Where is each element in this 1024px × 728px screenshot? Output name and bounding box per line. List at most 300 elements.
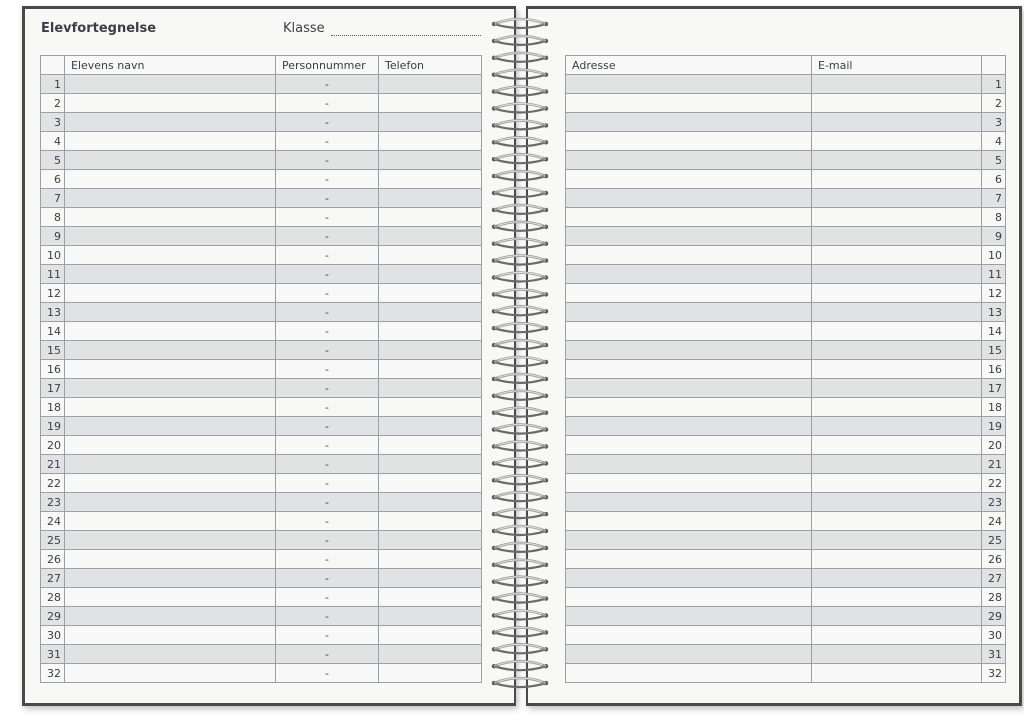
adresse-cell[interactable] <box>566 607 812 626</box>
row-number: 1 <box>982 75 1006 94</box>
table-row <box>566 303 1006 322</box>
row-number: 18 <box>41 398 65 417</box>
row-number: 7 <box>982 189 1006 208</box>
row-number: 20 <box>41 436 65 455</box>
name-cell[interactable] <box>65 303 276 322</box>
name-cell[interactable] <box>65 645 276 664</box>
spiral-coil <box>492 323 548 332</box>
table-row <box>566 417 1006 436</box>
row-number: 9 <box>41 227 65 246</box>
personnummer-cell[interactable]: - <box>276 645 379 664</box>
email-cell[interactable] <box>812 227 982 246</box>
row-number: 11 <box>41 265 65 284</box>
table-row <box>41 550 482 569</box>
personnummer-cell[interactable]: - <box>276 607 379 626</box>
telefon-cell[interactable] <box>379 303 482 322</box>
row-number: 11 <box>982 265 1006 284</box>
name-column-header: Elevens navn <box>65 56 276 75</box>
email-cell[interactable] <box>812 493 982 512</box>
email-cell[interactable] <box>812 208 982 227</box>
adresse-cell[interactable] <box>566 398 812 417</box>
adresse-cell[interactable] <box>566 132 812 151</box>
adresse-cell[interactable] <box>566 227 812 246</box>
row-number: 19 <box>982 417 1006 436</box>
personnummer-cell[interactable]: - <box>276 208 379 227</box>
row-number: 14 <box>41 322 65 341</box>
personnummer-cell[interactable]: - <box>276 398 379 417</box>
spiral-coil <box>492 256 548 265</box>
name-cell[interactable] <box>65 75 276 94</box>
row-number: 14 <box>982 322 1006 341</box>
table-row <box>566 265 1006 284</box>
telefon-cell[interactable] <box>379 208 482 227</box>
table-row <box>41 379 482 398</box>
adresse-cell[interactable] <box>566 455 812 474</box>
telefon-cell[interactable] <box>379 151 482 170</box>
left-page <box>22 6 516 706</box>
name-cell[interactable] <box>65 341 276 360</box>
email-cell[interactable] <box>812 189 982 208</box>
student-table-left <box>40 55 482 683</box>
spiral-coil <box>492 442 548 451</box>
table-row <box>566 360 1006 379</box>
telefon-cell[interactable] <box>379 664 482 683</box>
row-number: 3 <box>41 113 65 132</box>
name-cell[interactable] <box>65 512 276 531</box>
row-number: 2 <box>41 94 65 113</box>
adresse-cell[interactable] <box>566 531 812 550</box>
row-number: 16 <box>41 360 65 379</box>
email-cell[interactable] <box>812 607 982 626</box>
name-cell[interactable] <box>65 379 276 398</box>
table-row <box>566 208 1006 227</box>
adresse-cell[interactable] <box>566 436 812 455</box>
spiral-coil <box>492 53 548 62</box>
spiral-coil <box>492 306 548 315</box>
personnummer-cell[interactable]: - <box>276 474 379 493</box>
personnummer-cell[interactable]: - <box>276 664 379 683</box>
adresse-cell[interactable] <box>566 512 812 531</box>
name-cell[interactable] <box>65 360 276 379</box>
row-number: 8 <box>41 208 65 227</box>
row-number: 32 <box>41 664 65 683</box>
table-row <box>41 303 482 322</box>
telefon-column-header: Telefon <box>379 56 482 75</box>
telefon-cell[interactable] <box>379 227 482 246</box>
row-number: 25 <box>41 531 65 550</box>
spiral-coil <box>492 475 548 484</box>
spiral-coil <box>492 560 548 569</box>
email-cell[interactable] <box>812 284 982 303</box>
email-cell[interactable] <box>812 360 982 379</box>
email-cell[interactable] <box>812 626 982 645</box>
table-row <box>566 379 1006 398</box>
adresse-cell[interactable] <box>566 379 812 398</box>
name-cell[interactable] <box>65 588 276 607</box>
name-cell[interactable] <box>65 132 276 151</box>
adresse-cell[interactable] <box>566 569 812 588</box>
name-cell[interactable] <box>65 227 276 246</box>
table-row <box>41 227 482 246</box>
row-number: 29 <box>982 607 1006 626</box>
row-number: 6 <box>41 170 65 189</box>
row-number: 6 <box>982 170 1006 189</box>
spiral-coil <box>492 425 548 434</box>
table-row <box>41 170 482 189</box>
telefon-cell[interactable] <box>379 94 482 113</box>
spiral-coil <box>492 357 548 366</box>
email-cell[interactable] <box>812 645 982 664</box>
name-cell[interactable] <box>65 113 276 132</box>
adresse-cell[interactable] <box>566 341 812 360</box>
adresse-cell[interactable] <box>566 588 812 607</box>
personnummer-cell[interactable]: - <box>276 170 379 189</box>
table-row <box>566 341 1006 360</box>
email-cell[interactable] <box>812 588 982 607</box>
row-number: 21 <box>41 455 65 474</box>
spiral-coil <box>492 289 548 298</box>
right-page <box>526 6 1022 706</box>
adresse-cell[interactable] <box>566 113 812 132</box>
telefon-cell[interactable] <box>379 607 482 626</box>
table-row <box>566 170 1006 189</box>
adresse-cell[interactable] <box>566 284 812 303</box>
email-cell[interactable] <box>812 75 982 94</box>
name-cell[interactable] <box>65 493 276 512</box>
adresse-cell[interactable] <box>566 645 812 664</box>
email-cell[interactable] <box>812 322 982 341</box>
name-cell[interactable] <box>65 569 276 588</box>
spiral-coil <box>492 120 548 129</box>
adresse-cell[interactable] <box>566 246 812 265</box>
adresse-cell[interactable] <box>566 75 812 94</box>
telefon-cell[interactable] <box>379 436 482 455</box>
spiral-coil <box>492 678 548 687</box>
email-cell[interactable] <box>812 379 982 398</box>
telefon-cell[interactable] <box>379 512 482 531</box>
spiral-coil <box>492 458 548 467</box>
table-row <box>566 455 1006 474</box>
table-row <box>41 113 482 132</box>
personnummer-cell[interactable]: - <box>276 493 379 512</box>
table-row <box>566 94 1006 113</box>
telefon-cell[interactable] <box>379 417 482 436</box>
personnummer-cell[interactable]: - <box>276 379 379 398</box>
personnummer-cell[interactable]: - <box>276 550 379 569</box>
email-cell[interactable] <box>812 455 982 474</box>
number-column-header <box>41 56 65 75</box>
name-cell[interactable] <box>65 436 276 455</box>
table-row <box>566 664 1006 683</box>
email-cell[interactable] <box>812 265 982 284</box>
table-row <box>41 398 482 417</box>
row-number: 27 <box>41 569 65 588</box>
adresse-cell[interactable] <box>566 170 812 189</box>
personnummer-cell[interactable]: - <box>276 246 379 265</box>
row-number: 20 <box>982 436 1006 455</box>
spiral-coil <box>492 188 548 197</box>
spiral-coil <box>492 543 548 552</box>
email-cell[interactable] <box>812 531 982 550</box>
personnummer-cell[interactable]: - <box>276 94 379 113</box>
name-cell[interactable] <box>65 284 276 303</box>
name-cell[interactable] <box>65 664 276 683</box>
table-row <box>41 417 482 436</box>
adresse-cell[interactable] <box>566 208 812 227</box>
name-cell[interactable] <box>65 322 276 341</box>
personnummer-cell[interactable]: - <box>276 303 379 322</box>
personnummer-cell[interactable]: - <box>276 436 379 455</box>
row-number: 24 <box>982 512 1006 531</box>
adresse-cell[interactable] <box>566 322 812 341</box>
table-row <box>566 493 1006 512</box>
row-number: 13 <box>41 303 65 322</box>
table-row <box>566 550 1006 569</box>
personnummer-cell[interactable]: - <box>276 512 379 531</box>
name-cell[interactable] <box>65 246 276 265</box>
row-number: 28 <box>982 588 1006 607</box>
adresse-cell[interactable] <box>566 550 812 569</box>
row-number: 15 <box>41 341 65 360</box>
row-number: 12 <box>982 284 1006 303</box>
table-row <box>566 512 1006 531</box>
name-cell[interactable] <box>65 474 276 493</box>
personnummer-cell[interactable]: - <box>276 113 379 132</box>
table-row <box>41 607 482 626</box>
telefon-cell[interactable] <box>379 531 482 550</box>
spiral-coil <box>492 509 548 518</box>
spiral-coil <box>492 36 548 45</box>
telefon-cell[interactable] <box>379 569 482 588</box>
row-number: 16 <box>982 360 1006 379</box>
telefon-cell[interactable] <box>379 189 482 208</box>
adresse-cell[interactable] <box>566 493 812 512</box>
name-cell[interactable] <box>65 398 276 417</box>
adresse-column-header: Adresse <box>566 56 812 75</box>
spiral-coil <box>492 239 548 248</box>
personnummer-cell[interactable]: - <box>276 360 379 379</box>
name-cell[interactable] <box>65 417 276 436</box>
row-number: 26 <box>982 550 1006 569</box>
spiral-coil <box>492 374 548 383</box>
adresse-cell[interactable] <box>566 189 812 208</box>
page-title: Elevfortegnelse <box>41 21 157 36</box>
table-row <box>566 75 1006 94</box>
adresse-cell[interactable] <box>566 626 812 645</box>
personnummer-cell[interactable]: - <box>276 531 379 550</box>
table-row <box>41 94 482 113</box>
row-number: 4 <box>41 132 65 151</box>
telefon-cell[interactable] <box>379 132 482 151</box>
name-cell[interactable] <box>65 208 276 227</box>
name-cell[interactable] <box>65 531 276 550</box>
row-number: 22 <box>41 474 65 493</box>
row-number: 10 <box>41 246 65 265</box>
email-cell[interactable] <box>812 303 982 322</box>
email-cell[interactable] <box>812 569 982 588</box>
table-row <box>41 75 482 94</box>
personnummer-cell[interactable]: - <box>276 626 379 645</box>
spiral-coil <box>492 492 548 501</box>
telefon-cell[interactable] <box>379 493 482 512</box>
email-cell[interactable] <box>812 94 982 113</box>
adresse-cell[interactable] <box>566 664 812 683</box>
email-cell[interactable] <box>812 113 982 132</box>
personnummer-cell[interactable]: - <box>276 417 379 436</box>
telefon-cell[interactable] <box>379 626 482 645</box>
telefon-cell[interactable] <box>379 398 482 417</box>
spiral-binding <box>488 8 554 708</box>
name-cell[interactable] <box>65 626 276 645</box>
email-cell[interactable] <box>812 132 982 151</box>
row-number: 17 <box>982 379 1006 398</box>
row-number: 21 <box>982 455 1006 474</box>
row-number: 10 <box>982 246 1006 265</box>
telefon-cell[interactable] <box>379 645 482 664</box>
email-cell[interactable] <box>812 341 982 360</box>
table-row <box>566 227 1006 246</box>
email-cell[interactable] <box>812 417 982 436</box>
adresse-cell[interactable] <box>566 417 812 436</box>
telefon-cell[interactable] <box>379 341 482 360</box>
name-cell[interactable] <box>65 607 276 626</box>
spiral-coil <box>492 661 548 670</box>
telefon-cell[interactable] <box>379 113 482 132</box>
name-cell[interactable] <box>65 455 276 474</box>
table-row <box>566 151 1006 170</box>
spiral-coil <box>492 627 548 636</box>
table-row <box>566 588 1006 607</box>
table-row <box>566 113 1006 132</box>
row-number: 22 <box>982 474 1006 493</box>
email-cell[interactable] <box>812 436 982 455</box>
klasse-field[interactable] <box>331 35 481 36</box>
table-row <box>566 474 1006 493</box>
personnummer-cell[interactable]: - <box>276 132 379 151</box>
email-cell[interactable] <box>812 550 982 569</box>
email-cell[interactable] <box>812 170 982 189</box>
spiral-coil <box>492 222 548 231</box>
adresse-cell[interactable] <box>566 265 812 284</box>
table-row <box>41 588 482 607</box>
spiral-coil <box>492 104 548 113</box>
name-cell[interactable] <box>65 170 276 189</box>
telefon-cell[interactable] <box>379 455 482 474</box>
spiral-coil <box>492 205 548 214</box>
email-cell[interactable] <box>812 474 982 493</box>
name-cell[interactable] <box>65 151 276 170</box>
table-row <box>566 284 1006 303</box>
telefon-cell[interactable] <box>379 379 482 398</box>
table-row <box>41 360 482 379</box>
table-row <box>566 569 1006 588</box>
student-table-right <box>565 55 1006 683</box>
personnummer-cell[interactable]: - <box>276 322 379 341</box>
row-number: 9 <box>982 227 1006 246</box>
spiral-coil <box>492 19 548 28</box>
personnummer-cell[interactable]: - <box>276 151 379 170</box>
personnummer-cell[interactable]: - <box>276 455 379 474</box>
telefon-cell[interactable] <box>379 588 482 607</box>
row-number: 5 <box>41 151 65 170</box>
email-column-header: E-mail <box>812 56 982 75</box>
table-row <box>41 246 482 265</box>
telefon-cell[interactable] <box>379 246 482 265</box>
telefon-cell[interactable] <box>379 75 482 94</box>
row-number: 26 <box>41 550 65 569</box>
email-cell[interactable] <box>812 664 982 683</box>
personnummer-cell[interactable]: - <box>276 189 379 208</box>
personnummer-cell[interactable]: - <box>276 227 379 246</box>
adresse-cell[interactable] <box>566 360 812 379</box>
table-row <box>41 531 482 550</box>
name-cell[interactable] <box>65 189 276 208</box>
spiral-coil <box>492 611 548 620</box>
table-row <box>41 493 482 512</box>
adresse-cell[interactable] <box>566 94 812 113</box>
row-number: 19 <box>41 417 65 436</box>
klasse-label: Klasse <box>283 21 325 36</box>
table-row <box>41 208 482 227</box>
telefon-cell[interactable] <box>379 265 482 284</box>
telefon-cell[interactable] <box>379 284 482 303</box>
row-number: 17 <box>41 379 65 398</box>
row-number: 15 <box>982 341 1006 360</box>
telefon-cell[interactable] <box>379 360 482 379</box>
table-row <box>41 455 482 474</box>
name-cell[interactable] <box>65 265 276 284</box>
personnummer-cell[interactable]: - <box>276 588 379 607</box>
row-number: 29 <box>41 607 65 626</box>
row-number: 24 <box>41 512 65 531</box>
email-cell[interactable] <box>812 246 982 265</box>
personnummer-cell[interactable]: - <box>276 569 379 588</box>
email-cell[interactable] <box>812 151 982 170</box>
telefon-cell[interactable] <box>379 550 482 569</box>
table-row <box>41 645 482 664</box>
spiral-coil <box>492 273 548 282</box>
table-row <box>41 322 482 341</box>
telefon-cell[interactable] <box>379 322 482 341</box>
personnummer-cell[interactable]: - <box>276 265 379 284</box>
personnummer-cell[interactable]: - <box>276 284 379 303</box>
row-number: 23 <box>41 493 65 512</box>
adresse-cell[interactable] <box>566 474 812 493</box>
adresse-cell[interactable] <box>566 303 812 322</box>
table-row <box>566 531 1006 550</box>
email-cell[interactable] <box>812 512 982 531</box>
telefon-cell[interactable] <box>379 474 482 493</box>
adresse-cell[interactable] <box>566 151 812 170</box>
table-row <box>566 189 1006 208</box>
table-row <box>41 436 482 455</box>
table-row <box>41 284 482 303</box>
telefon-cell[interactable] <box>379 170 482 189</box>
row-number: 27 <box>982 569 1006 588</box>
row-number: 28 <box>41 588 65 607</box>
name-cell[interactable] <box>65 94 276 113</box>
personnummer-cell[interactable]: - <box>276 341 379 360</box>
row-number: 30 <box>982 626 1006 645</box>
email-cell[interactable] <box>812 398 982 417</box>
table-row <box>41 664 482 683</box>
table-row <box>566 246 1006 265</box>
row-number: 18 <box>982 398 1006 417</box>
table-header-row <box>566 56 1006 75</box>
personnummer-cell[interactable]: - <box>276 75 379 94</box>
name-cell[interactable] <box>65 550 276 569</box>
row-number: 12 <box>41 284 65 303</box>
